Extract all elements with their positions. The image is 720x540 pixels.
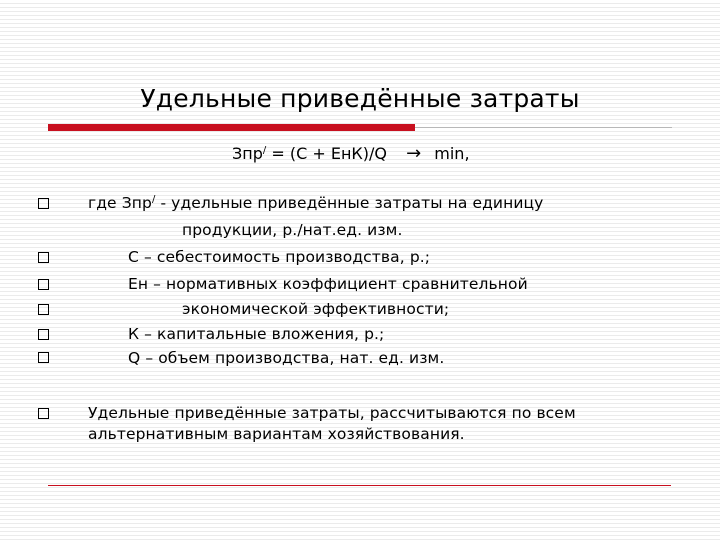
intro-text: где Зпр bbox=[88, 194, 152, 212]
bullet-square-icon bbox=[38, 329, 49, 340]
title-underline-red bbox=[48, 124, 415, 131]
bullet-square-icon bbox=[38, 252, 49, 263]
definition-intro bbox=[88, 194, 543, 212]
formula-mark: / bbox=[262, 145, 267, 156]
definition-k: К – капитальные вложения, р.; bbox=[128, 325, 385, 343]
bullet-square-icon bbox=[38, 279, 49, 290]
footer-rule bbox=[48, 485, 671, 486]
slide-title: Удельные приведённые затраты bbox=[140, 84, 580, 113]
definition-c: С – себестоимость производства, р.; bbox=[128, 248, 431, 266]
intro-rest: - удельные приведённые затраты на единицу bbox=[160, 194, 544, 212]
bullet-square-icon bbox=[38, 304, 49, 315]
arrow-right-icon: → bbox=[406, 143, 422, 164]
intro-mark: / bbox=[151, 194, 156, 205]
title-underline-gray bbox=[415, 127, 672, 128]
formula-rhs: = (С + ЕнК)/Q bbox=[271, 144, 387, 163]
definition-en-continued: экономической эффективности; bbox=[182, 300, 450, 318]
note-line-2: альтернативным вариантам хозяйствования. bbox=[88, 425, 465, 443]
definition-q: Q – объем производства, нат. ед. изм. bbox=[128, 349, 445, 367]
bullet-square-icon bbox=[38, 352, 49, 363]
formula bbox=[232, 143, 470, 164]
formula-target: min, bbox=[434, 144, 470, 163]
definition-en: Ен – нормативных коэффициент сравнительной bbox=[128, 275, 528, 293]
bullet-square-icon bbox=[38, 408, 49, 419]
formula-lhs: Зпр bbox=[232, 144, 263, 163]
definition-intro-continued: продукции, р./нат.ед. изм. bbox=[182, 221, 403, 239]
bullet-square-icon bbox=[38, 198, 49, 209]
note-line-1: Удельные приведённые затраты, рассчитываются по всем bbox=[88, 404, 576, 422]
